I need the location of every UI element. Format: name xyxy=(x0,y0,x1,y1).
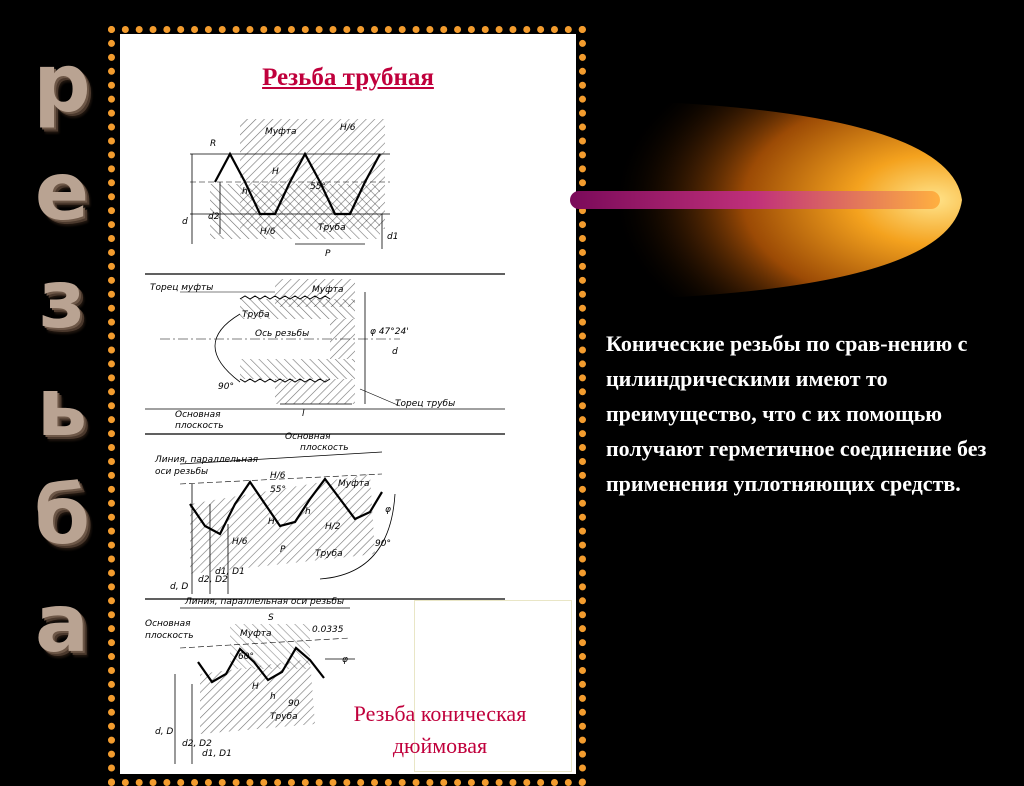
fig4-label: плоскость xyxy=(145,631,194,641)
fig2-label: Муфта xyxy=(312,285,344,295)
fig4-label: 0.0335 xyxy=(312,625,344,635)
fig3-label: φ xyxy=(385,505,391,515)
fig2-label: Торец муфты xyxy=(150,283,214,293)
fig4-label: Основная xyxy=(145,619,191,629)
title-letter: е xyxy=(34,145,90,238)
title-letter: з xyxy=(38,253,86,346)
title-letter: а xyxy=(35,577,89,670)
fig3-label: оси резьбы xyxy=(155,467,209,477)
fig2-label: Ось резьбы xyxy=(255,329,310,339)
fig4-label: d1, D1 xyxy=(202,749,232,759)
fig1-label: 55° xyxy=(310,182,326,192)
fig4-label: φ xyxy=(342,655,348,665)
fig3-label: P xyxy=(280,545,286,555)
fig1-label: H xyxy=(272,167,279,177)
vertical-title xyxy=(22,30,102,678)
fig3-label: d1, D1 xyxy=(215,567,245,577)
fig4-label: S xyxy=(268,613,274,623)
fig4-label: d, D xyxy=(155,727,174,737)
fig3-label: Муфта xyxy=(338,479,370,489)
title-letter: б xyxy=(34,469,90,562)
panel-caption: Резьба коническая дюймовая xyxy=(353,701,527,758)
fig4-label: h xyxy=(270,692,276,702)
fig4-label: Труба xyxy=(270,712,298,722)
fig3-label: H/6 xyxy=(232,537,248,547)
figure-tapered-joint xyxy=(145,279,505,431)
comet-graphic xyxy=(570,100,970,300)
fig2-label: d xyxy=(392,347,398,357)
fig1-label: d2 xyxy=(208,212,220,222)
fig2-label: Основная xyxy=(175,410,221,420)
fig3-label: h xyxy=(305,507,311,517)
fig1-label: d1 xyxy=(387,232,399,242)
fig3-label: Основная xyxy=(285,432,331,442)
figure-pipe-thread-profile xyxy=(182,119,398,259)
fig1-label: Труба xyxy=(318,223,346,233)
fig3-label: d, D xyxy=(170,582,189,592)
fig2-label: 90° xyxy=(218,382,234,392)
fig4-label: H xyxy=(252,682,259,692)
fig3-label: d2, D2 xyxy=(198,575,228,585)
panel-title: Резьба трубная xyxy=(262,64,434,91)
fig3-label: H/2 xyxy=(325,522,341,532)
fig2-label: φ 47°24' xyxy=(370,327,409,337)
fig1-label: Муфта xyxy=(265,127,297,137)
fig1-label: R xyxy=(210,139,217,149)
fig2-label: Труба xyxy=(242,310,270,320)
fig2-label: Торец трубы xyxy=(395,399,456,409)
fig1-label: H/6 xyxy=(260,227,276,237)
fig4-label: 60° xyxy=(238,652,254,662)
title-letter: р xyxy=(33,37,91,130)
fig3-label: Линия, параллельная xyxy=(155,455,259,465)
fig4-label: d2, D2 xyxy=(182,739,212,749)
title-letter: ь xyxy=(36,361,88,454)
fig3-label: H xyxy=(268,517,275,527)
fig3-label: плоскость xyxy=(300,443,349,453)
fig3-label: 55° xyxy=(270,485,286,495)
fig4-label: 90 xyxy=(288,699,300,709)
fig4-label: Линия, параллельная оси резьбы xyxy=(185,597,345,607)
fig3-label: Труба xyxy=(315,549,343,559)
fig1-label: H/6 xyxy=(340,123,356,133)
fig1-label: P xyxy=(325,249,331,259)
fig2-label: l xyxy=(302,409,305,419)
thread-drawing-panel xyxy=(120,34,576,774)
fig2-label: плоскость xyxy=(175,421,224,431)
fig1-label: d xyxy=(182,217,188,227)
fig1-label: h xyxy=(242,187,248,197)
fig3-label: H/6 xyxy=(270,471,286,481)
fig4-label: Муфта xyxy=(240,629,272,639)
fig3-label: 90° xyxy=(375,539,391,549)
body-text: Конические резьбы по срав-нению с цилиндрическими имеют то преимущество, что с их помощью получают герметичное соединение без применения уплотняющих средств. xyxy=(606,331,987,496)
figure-tapered-thread-profile xyxy=(154,432,395,594)
